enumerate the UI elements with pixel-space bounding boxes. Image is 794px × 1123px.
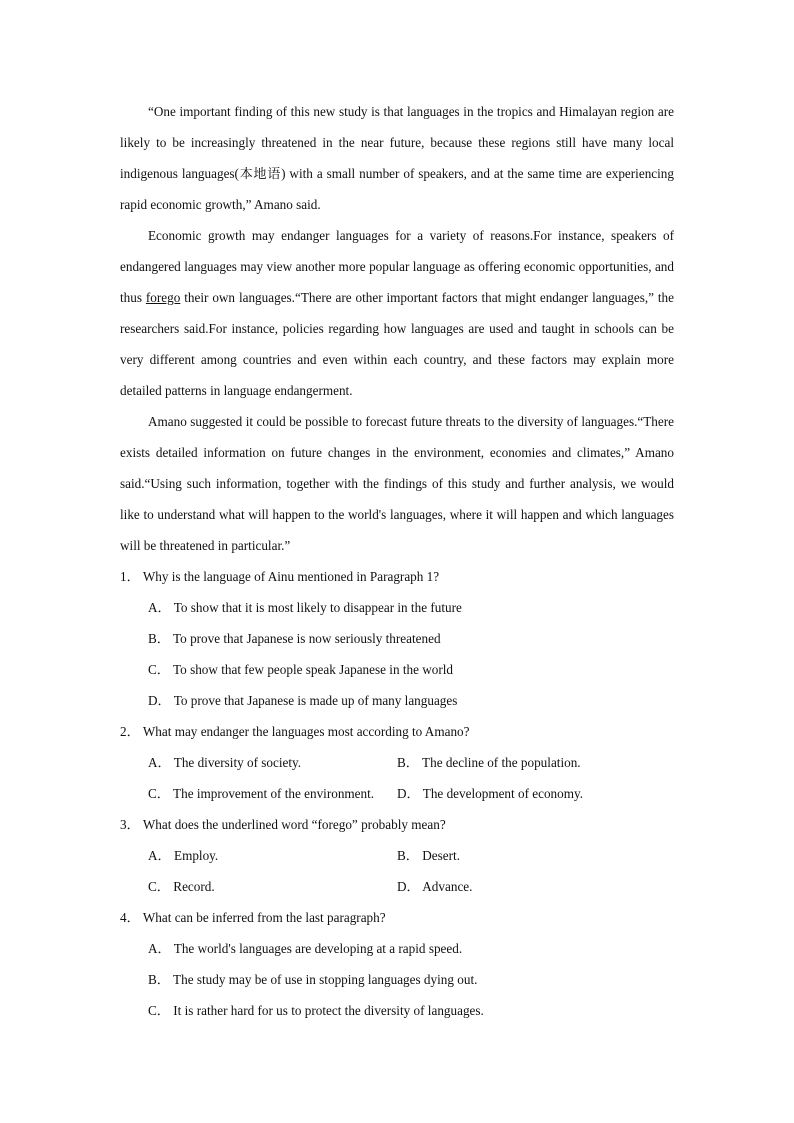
question-2-stem: 2． What may endanger the languages most according to Amano? bbox=[120, 724, 470, 739]
question-3-option-c: C． Record. bbox=[148, 879, 215, 894]
question-3-option-a: A． Employ. bbox=[148, 848, 219, 863]
paragraph-1 bbox=[120, 96, 674, 220]
question-3-option-b: B． Desert. bbox=[397, 848, 460, 863]
question-3-option-d: D． Advance. bbox=[397, 879, 473, 894]
paragraph-1-text: “One important finding of this new study is that languages in the tropics and Himalayan region are likely to be increasingly threatened in the near future, because these regions still have many local indigenous languages(本地语) with a small number of speakers, and at the same time are experiencing rapid economic growth,” Amano said. bbox=[120, 104, 674, 212]
question-2-options bbox=[120, 747, 674, 809]
paragraph-3-text: Amano suggested it could be possible to forecast future threats to the diversity of languages.“There exists detailed information on future changes in the environment, economies and climates,” Amano said.“Using such information, together with the findings of this study and further analysis, we would like to understand what will happen to the world's languages, where it will happen and which languages will be threatened in particular.” bbox=[120, 414, 674, 553]
document-page bbox=[120, 96, 674, 1026]
question-3-options bbox=[120, 840, 674, 902]
question-4-option-a: A． The world's languages are developing at a rapid speed. bbox=[148, 941, 463, 956]
question-2-option-c: C． The improvement of the environment. bbox=[148, 786, 375, 801]
question-1-option-d: D． To prove that Japanese is made up of many languages bbox=[148, 693, 458, 708]
paragraph-2-text-before: Economic growth may endanger languages for a variety of reasons.For instance, speakers of endangered languages may view another more popular language as offering economic opportunities, and thus bbox=[120, 228, 674, 305]
question-4-option-b: B． The study may be of use in stopping languages dying out. bbox=[148, 972, 478, 987]
question-1-option-a: A． To show that it is most likely to disappear in the future bbox=[148, 600, 462, 615]
question-2-option-b: B． The decline of the population. bbox=[397, 755, 581, 770]
question-1-stem: 1． Why is the language of Ainu mentioned in Paragraph 1? bbox=[120, 569, 440, 584]
question-2-option-a: A． The diversity of society. bbox=[148, 755, 302, 770]
question-3-stem: 3． What does the underlined word “forego” probably mean? bbox=[120, 817, 446, 832]
question-4-stem: 4． What can be inferred from the last paragraph? bbox=[120, 910, 386, 925]
underlined-word: forego bbox=[145, 290, 181, 305]
paragraph-2 bbox=[120, 220, 674, 406]
question-1-option-c: C． To show that few people speak Japanese in the world bbox=[148, 662, 454, 677]
paragraph-2-text-after: their own languages.“There are other important factors that might endanger languages,” the researchers said.For instance, policies regarding how languages are used and taught in schools can be very different among countries and even within each country, and these factors may explain more detailed patterns in language endangerment. bbox=[120, 290, 674, 398]
paragraph-3 bbox=[120, 406, 674, 561]
question-1-options bbox=[120, 592, 674, 716]
question-1-option-b: B． To prove that Japanese is now seriously threatened bbox=[148, 631, 441, 646]
question-2-option-d: D． The development of economy. bbox=[397, 786, 584, 801]
question-4-options bbox=[120, 933, 674, 1026]
question-4-option-c: C． It is rather hard for us to protect the diversity of languages. bbox=[148, 1003, 484, 1018]
